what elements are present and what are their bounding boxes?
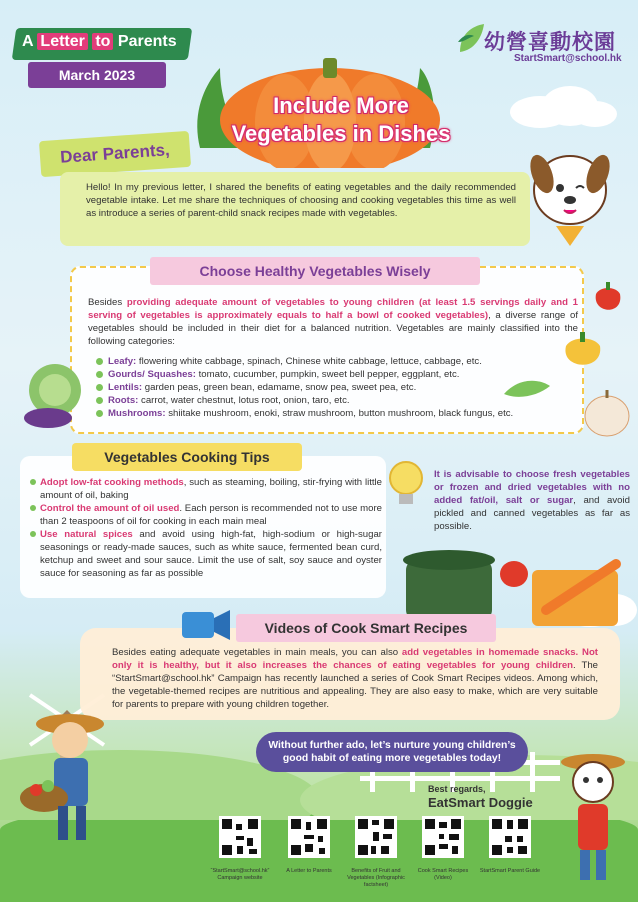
qr-code-icon: [489, 816, 531, 864]
section-title: Choose Healthy Vegetables Wisely: [199, 263, 431, 279]
category-examples: flowering white cabbage, spinach, Chinese white cabbage, lettuce, cabbage, etc.: [136, 356, 482, 367]
list-item: [30, 528, 382, 580]
list-item: [30, 476, 382, 502]
vegetable-advice: [434, 468, 630, 533]
category-name: Mushrooms:: [108, 408, 166, 419]
category-examples: carrot, water chestnut, lotus root, onion, taro, etc.: [138, 395, 350, 406]
tip-key: Control the amount of oil used: [40, 503, 180, 514]
tip-text: . Each person is recommended not to use more than 2 teaspoons of oil for cooking in each main meal: [40, 503, 382, 527]
section-paragraph: [88, 296, 578, 348]
tip-text: and avoid using high-fat, high-sodium or high-sugar seasonings or ready-made sauces, such as white sauce, fermented bean curd, ketchup and sweet and sour sauce. Limit the use of salt, soy sauce and oyster sauce for seasoning as far as possible: [40, 529, 382, 579]
banner-word: A: [22, 33, 33, 50]
onion-icon: [580, 386, 634, 440]
qr-caption: Benefits of Fruit and Vegetables (Infographic factsheet): [347, 868, 405, 888]
banner-word-highlight: Letter: [37, 33, 87, 50]
issue-date: March 2023: [28, 62, 166, 88]
category-name: Lentils:: [108, 382, 143, 393]
headline-line: Include More: [273, 93, 409, 118]
qr-caption: “StartSmart@school.hk” Campaign website: [210, 868, 270, 881]
qr-caption: StartSmart Parent Guide: [479, 868, 541, 874]
list-item: [30, 502, 382, 528]
category-name: Roots:: [108, 395, 139, 406]
banner-word-highlight: to: [92, 33, 113, 50]
highlight-text: providing adequate amount of vegetables to young children (at least 1.5 servings daily and 1 serving of vegetables is approximately equals to half a bowl of cooked vegetables): [88, 297, 579, 321]
yellow-pepper-icon: [558, 330, 608, 376]
category-name: Gourds/ Squashes:: [108, 369, 196, 380]
regards: Best regards,: [428, 784, 486, 794]
farmer-child-icon: [18, 706, 118, 866]
qr-caption: Cook Smart Recipes (Video): [417, 868, 469, 881]
category-examples: shiitake mushroom, enoki, straw mushroom, button mushroom, black fungus, etc.: [165, 408, 514, 419]
bubble-line: Without further ado, let’s nurture young children’s: [268, 740, 516, 751]
logo-website: StartSmart@school.hk: [514, 53, 622, 64]
qr-code-icon: [355, 816, 397, 864]
qr-code-letter-to-parents[interactable]: [288, 816, 330, 864]
text-run: Besides: [88, 297, 127, 308]
signature: EatSmart Doggie: [428, 795, 533, 810]
dog-mascot-cowboy-icon: [548, 742, 638, 892]
qr-code-infographic[interactable]: [355, 816, 397, 864]
banner-word: Parents: [117, 33, 177, 50]
text-run: , a diverse range of vegetables should be included in their diet for a balanced nutrition. Vegetables are mainly classified into the following categories:: [88, 310, 578, 347]
text-run: Besides eating adequate vegetables in main meals, you can also: [112, 647, 402, 658]
dog-mascot-icon: [520, 130, 620, 250]
qr-code-icon: [422, 816, 464, 864]
pepper-icon: [588, 280, 628, 320]
section-title: Vegetables Cooking Tips: [104, 449, 270, 465]
letter-to-parents-banner: [22, 33, 177, 51]
category-examples: tomato, cucumber, pumpkin, sweet bell pepper, eggplant, etc.: [195, 369, 460, 380]
section-paragraph: [112, 646, 598, 711]
category-examples: garden peas, green bean, edamame, snow pea, sweet pea, etc.: [142, 382, 417, 393]
list-item: [96, 407, 576, 420]
advice-highlight: It is advisable to choose fresh vegetables or frozen and dried vegetables with no added fat/oil, salt or sugar: [434, 469, 630, 506]
list-item: [96, 355, 576, 368]
tip-key: Adopt low-fat cooking methods: [40, 477, 184, 488]
logo-chinese-name: 幼營喜動校園: [484, 30, 616, 54]
headline-line: Vegetables in Dishes: [231, 121, 451, 146]
lightbulb-icon: [384, 456, 428, 516]
closing-speech-bubble: [256, 732, 528, 772]
intro-text: Hello! In my previous letter, I shared the benefits of eating vegetables and the daily recommended vegetable intake. Let me share the techniques of choosing and cooking vegetables this time as well as introduce a series of parent-child snack recipes made with vegetables.: [86, 182, 516, 219]
video-camera-icon: [178, 604, 234, 644]
greeting: Dear Parents,: [39, 131, 191, 177]
category-name: Leafy:: [108, 356, 137, 367]
qr-code-parent-guide[interactable]: [489, 816, 531, 864]
text-run: . The “StartSmart@school.hk” Campaign has recently launched a series of Cook Smart Recipes videos. Among which, the vegetable-themed recipes are nutritious and appealing. They are also easy to make, which are very suitable for parents to prepare with young children together.: [112, 660, 598, 710]
qr-code-campaign-website[interactable]: [219, 816, 261, 864]
qr-caption: A Letter to Parents: [286, 868, 332, 874]
cooking-tips-list: [30, 476, 382, 580]
cabbage-icon: [20, 360, 90, 430]
qr-code-icon: [219, 816, 261, 864]
qr-code-icon: [288, 816, 330, 864]
cloud-icon: [500, 80, 620, 130]
section-title: Videos of Cook Smart Recipes: [264, 620, 468, 636]
qr-code-recipe-video[interactable]: [422, 816, 464, 864]
tip-key: Use natural spices: [40, 529, 133, 540]
highlight-text: add vegetables in homemade snacks. Not only it is healthy, but it also increases the chances of eating vegetables for young children: [112, 647, 598, 671]
pea-pod-icon: [502, 376, 552, 402]
tip-text: , such as steaming, boiling, stir-frying with little amount of oil, baking: [40, 477, 383, 501]
headline: [196, 92, 486, 148]
advice-text: , and avoid pickled and canned vegetables as far as possible.: [434, 495, 630, 532]
bubble-line: good habit of eating more vegetables today!: [282, 753, 502, 764]
